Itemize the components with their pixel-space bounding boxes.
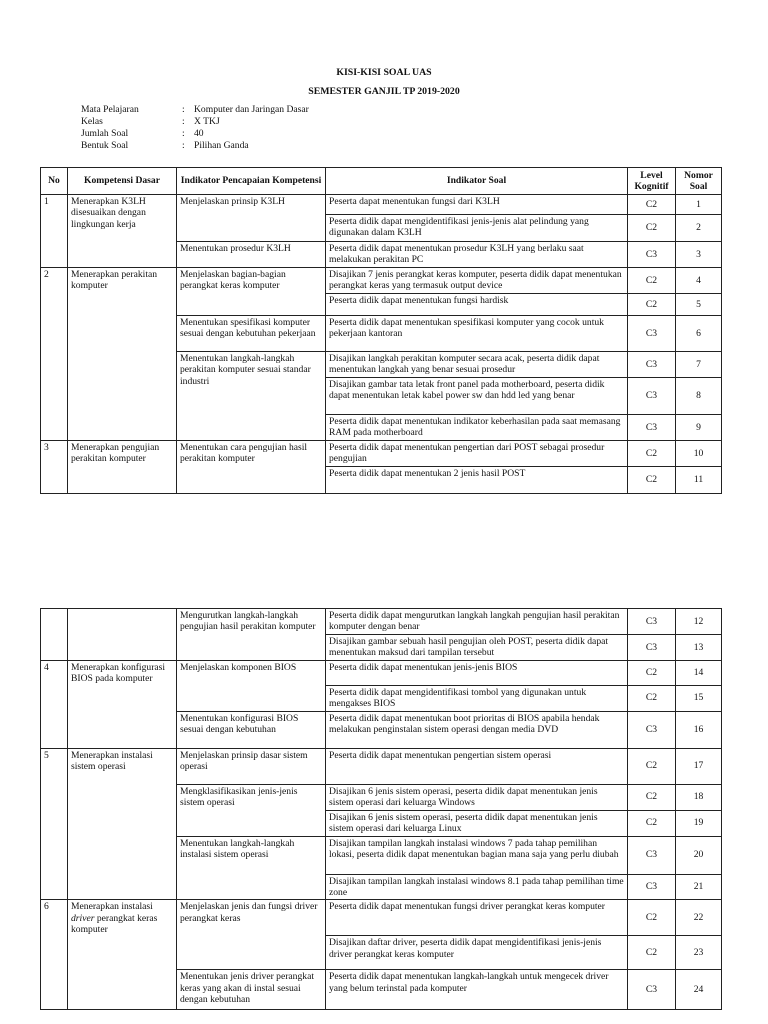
header-indikator-soal: Indikator Soal bbox=[326, 168, 628, 195]
cell-level: C3 bbox=[628, 352, 676, 378]
cell-indikator-soal: Peserta dapat menentukan fungsi dari K3LH bbox=[326, 195, 628, 215]
cell-nomor: 1 bbox=[676, 195, 722, 215]
table-row bbox=[41, 268, 722, 294]
cell-indikator-soal: Peserta didik dapat menentukan fungsi driver perangkat keras komputer bbox=[326, 900, 628, 936]
meta-value: 40 bbox=[194, 128, 204, 139]
cell-indikator-pencapaian: Menjelaskan jenis dan fungsi driver perangkat keras bbox=[177, 900, 326, 970]
cell-level: C2 bbox=[628, 900, 676, 936]
kisi-kisi-table-part-1 bbox=[40, 167, 722, 494]
cell-level: C3 bbox=[628, 316, 676, 352]
cell-nomor: 21 bbox=[676, 874, 722, 900]
cell-level: C3 bbox=[628, 874, 676, 900]
table-row bbox=[41, 900, 722, 936]
cell-nomor: 23 bbox=[676, 936, 722, 970]
cell-level: C2 bbox=[628, 467, 676, 494]
table-header-row bbox=[41, 168, 722, 195]
cell-nomor: 2 bbox=[676, 215, 722, 242]
cell-level: C2 bbox=[628, 784, 676, 810]
cell-nomor: 18 bbox=[676, 784, 722, 810]
cell-indikator-soal: Disajikan 6 jenis sistem operasi, peserta didik dapat menentukan jenis sistem operasi dari keluarga Linux bbox=[326, 810, 628, 836]
cell-kompetensi-dasar: Menerapkan K3LH disesuaikan dengan lingkungan kerja bbox=[68, 195, 177, 268]
cell-no: 1 bbox=[41, 195, 68, 268]
table-row bbox=[41, 660, 722, 685]
cell-nomor: 11 bbox=[676, 467, 722, 494]
header-indikator-pencapaian: Indikator Pencapaian Kompetensi bbox=[177, 168, 326, 195]
cell-no: 5 bbox=[41, 748, 68, 900]
cell-indikator-soal: Peserta didik dapat menentukan fungsi hardisk bbox=[326, 294, 628, 316]
cell-indikator-soal: Peserta didik dapat mengidentifikasi jenis-jenis alat pelindung yang digunakan dalam K3LH bbox=[326, 215, 628, 242]
cell-nomor: 4 bbox=[676, 268, 722, 294]
header-kompetensi-dasar: Kompetensi Dasar bbox=[68, 168, 177, 195]
cell-level: C3 bbox=[628, 242, 676, 268]
cell-level: C2 bbox=[628, 215, 676, 242]
cell-indikator-soal: Peserta didik dapat mengurutkan langkah langkah pengujian hasil perakitan komputer dengan benar bbox=[326, 609, 628, 635]
cell-nomor: 3 bbox=[676, 242, 722, 268]
kisi-kisi-table-part-2 bbox=[40, 608, 722, 1010]
cell-indikator-soal: Peserta didik dapat menentukan jenis-jenis BIOS bbox=[326, 660, 628, 685]
cell-kompetensi-dasar: Menerapkan instalasi sistem operasi bbox=[68, 748, 177, 900]
cell-indikator-soal: Peserta didik dapat menentukan spesifikasi komputer yang cocok untuk pekerjaan kantoran bbox=[326, 316, 628, 352]
cell-no: 3 bbox=[41, 441, 68, 494]
cell-nomor: 9 bbox=[676, 415, 722, 441]
cell-level: C2 bbox=[628, 936, 676, 970]
cell-level: C2 bbox=[628, 268, 676, 294]
cell-indikator-soal: Disajikan gambar sebuah hasil pengujian oleh POST, peserta didik dapat menentukan maksud dari tampilan tersebut bbox=[326, 635, 628, 661]
cell-indikator-soal: Disajikan tampilan langkah instalasi windows 7 pada tahap pemilihan lokasi, peserta didik dapat menentukan bagian mana saja yang perlu diubah bbox=[326, 836, 628, 874]
cell-nomor: 5 bbox=[676, 294, 722, 316]
document-subtitle: SEMESTER GANJIL TP 2019-2020 bbox=[308, 86, 460, 97]
cell-nomor: 19 bbox=[676, 810, 722, 836]
table-row bbox=[41, 441, 722, 467]
cell-nomor: 20 bbox=[676, 836, 722, 874]
cell-level: C2 bbox=[628, 685, 676, 711]
meta-row-class bbox=[81, 116, 309, 128]
cell-indikator-soal: Disajikan gambar tata letak front panel pada motherboard, peserta didik dapat menentukan letak kabel power sw dan hdd led yang benar bbox=[326, 378, 628, 415]
cell-level: C2 bbox=[628, 294, 676, 316]
cell-indikator-pencapaian: Menjelaskan prinsip dasar sistem operasi bbox=[177, 748, 326, 784]
cell-kompetensi-dasar: Menerapkan perakitan komputer bbox=[68, 268, 177, 441]
cell-indikator-pencapaian: Menjelaskan prinsip K3LH bbox=[177, 195, 326, 242]
cell-indikator-soal: Peserta didik dapat menentukan indikator keberhasilan pada saat memasang RAM pada motherboard bbox=[326, 415, 628, 441]
cell-no: 2 bbox=[41, 268, 68, 441]
cell-indikator-soal: Peserta didik dapat menentukan prosedur K3LH yang berlaku saat melakukan perakitan PC bbox=[326, 242, 628, 268]
cell-indikator-soal: Disajikan 6 jenis sistem operasi, peserta didik dapat menentukan jenis sistem operasi dari keluarga Windows bbox=[326, 784, 628, 810]
cell-indikator-soal: Disajikan daftar driver, peserta didik dapat mengidentifikasi jenis-jenis driver perangkat keras komputer bbox=[326, 936, 628, 970]
cell-indikator-pencapaian: Menentukan spesifikasi komputer sesuai dengan kebutuhan pekerjaan bbox=[177, 316, 326, 352]
cell-level: C3 bbox=[628, 711, 676, 748]
meta-value: X TKJ bbox=[194, 116, 220, 127]
cell-level: C3 bbox=[628, 635, 676, 661]
cell-nomor: 10 bbox=[676, 441, 722, 467]
document-title: KISI-KISI SOAL UAS bbox=[336, 67, 432, 78]
meta-label: Jumlah Soal bbox=[81, 128, 129, 139]
cell-nomor: 17 bbox=[676, 748, 722, 784]
meta-colon: : bbox=[182, 128, 185, 139]
cell-indikator-soal: Peserta didik dapat menentukan boot prioritas di BIOS apabila hendak melakukan penginstalan sistem operasi dengan media DVD bbox=[326, 711, 628, 748]
cell-nomor: 13 bbox=[676, 635, 722, 661]
cell-indikator-soal: Peserta didik dapat mengidentifikasi tombol yang digunakan untuk mengakses BIOS bbox=[326, 685, 628, 711]
cell-no: 6 bbox=[41, 900, 68, 1010]
cell-indikator-pencapaian: Menentukan langkah-langkah instalasi sistem operasi bbox=[177, 836, 326, 900]
cell-indikator-pencapaian: Mengklasifikasikan jenis-jenis sistem operasi bbox=[177, 784, 326, 836]
meta-label: Kelas bbox=[81, 116, 103, 127]
cell-nomor: 16 bbox=[676, 711, 722, 748]
cell-indikator-soal: Peserta didik dapat menentukan langkah-langkah untuk mengecek driver yang belum terinstal pada komputer bbox=[326, 970, 628, 1010]
cell-indikator-soal: Peserta didik dapat menentukan pengertian dari POST sebagai prosedur pengujian bbox=[326, 441, 628, 467]
cell-level: C2 bbox=[628, 195, 676, 215]
cell-nomor: 7 bbox=[676, 352, 722, 378]
meta-colon: : bbox=[182, 140, 185, 151]
cell-level: C2 bbox=[628, 748, 676, 784]
cell-indikator-soal: Disajikan 7 jenis perangkat keras komputer, peserta didik dapat menentukan perangkat keras yang termasuk output device bbox=[326, 268, 628, 294]
cell-level: C3 bbox=[628, 609, 676, 635]
header-level-kognitif: Level Kognitif bbox=[628, 168, 676, 195]
cell-indikator-pencapaian: Menentukan langkah-langkah perakitan komputer sesuai standar industri bbox=[177, 352, 326, 441]
cell-nomor: 22 bbox=[676, 900, 722, 936]
cell-indikator-pencapaian: Menjelaskan bagian-bagian perangkat keras komputer bbox=[177, 268, 326, 316]
table-row bbox=[41, 609, 722, 635]
cell-level: C3 bbox=[628, 970, 676, 1010]
meta-value: Komputer dan Jaringan Dasar bbox=[194, 104, 309, 115]
kd-text-post: perangkat keras komputer bbox=[71, 912, 158, 935]
cell-nomor: 15 bbox=[676, 685, 722, 711]
cell-indikator-pencapaian: Mengurutkan langkah-langkah pengujian hasil perakitan komputer bbox=[177, 609, 326, 661]
cell-level: C3 bbox=[628, 415, 676, 441]
cell-nomor: 12 bbox=[676, 609, 722, 635]
cell-kompetensi-dasar: Menerapkan pengujian perakitan komputer bbox=[68, 441, 177, 494]
header-no: No bbox=[41, 168, 68, 195]
cell-nomor: 8 bbox=[676, 378, 722, 415]
meta-label: Bentuk Soal bbox=[81, 140, 129, 151]
meta-colon: : bbox=[182, 104, 185, 115]
cell-indikator-soal: Peserta didik dapat menentukan 2 jenis hasil POST bbox=[326, 467, 628, 494]
header-nomor-soal: Nomor Soal bbox=[676, 168, 722, 195]
cell-level: C3 bbox=[628, 836, 676, 874]
cell-indikator-soal: Peserta didik dapat menentukan pengertian sistem operasi bbox=[326, 748, 628, 784]
cell-nomor: 24 bbox=[676, 970, 722, 1010]
cell-kompetensi-dasar bbox=[68, 609, 177, 661]
table-row bbox=[41, 195, 722, 215]
cell-indikator-soal: Disajikan langkah perakitan komputer secara acak, peserta didik dapat menentukan langkah yang benar sesuai prosedur bbox=[326, 352, 628, 378]
kd-text-italic: driver bbox=[71, 912, 95, 924]
meta-value: Pilihan Ganda bbox=[194, 140, 249, 151]
meta-label: Mata Pelajaran bbox=[81, 104, 139, 115]
meta-row-count bbox=[81, 128, 309, 140]
cell-no: 4 bbox=[41, 660, 68, 748]
meta-row-subject bbox=[81, 104, 309, 116]
table-row bbox=[41, 748, 722, 784]
cell-no bbox=[41, 609, 68, 661]
cell-indikator-pencapaian: Menentukan jenis driver perangkat keras yang akan di instal sesuai dengan kebutuhan bbox=[177, 970, 326, 1010]
cell-kompetensi-dasar bbox=[68, 900, 177, 1010]
cell-level: C3 bbox=[628, 378, 676, 415]
cell-indikator-soal: Disajikan tampilan langkah instalasi windows 8.1 pada tahap pemilihan time zone bbox=[326, 874, 628, 900]
kd-text-pre: Menerapkan instalasi bbox=[71, 901, 153, 913]
cell-level: C2 bbox=[628, 441, 676, 467]
meta-colon: : bbox=[182, 116, 185, 127]
cell-indikator-pencapaian: Menentukan prosedur K3LH bbox=[177, 242, 326, 268]
cell-nomor: 14 bbox=[676, 660, 722, 685]
cell-level: C2 bbox=[628, 660, 676, 685]
cell-level: C2 bbox=[628, 810, 676, 836]
cell-indikator-pencapaian: Menentukan cara pengujian hasil perakitan komputer bbox=[177, 441, 326, 494]
cell-nomor: 6 bbox=[676, 316, 722, 352]
cell-indikator-pencapaian: Menjelaskan komponen BIOS bbox=[177, 660, 326, 711]
cell-kompetensi-dasar: Menerapkan konfigurasi BIOS pada komputer bbox=[68, 660, 177, 748]
meta-info bbox=[81, 104, 309, 152]
cell-indikator-pencapaian: Menentukan konfigurasi BIOS sesuai dengan kebutuhan bbox=[177, 711, 326, 748]
meta-row-form bbox=[81, 140, 309, 152]
